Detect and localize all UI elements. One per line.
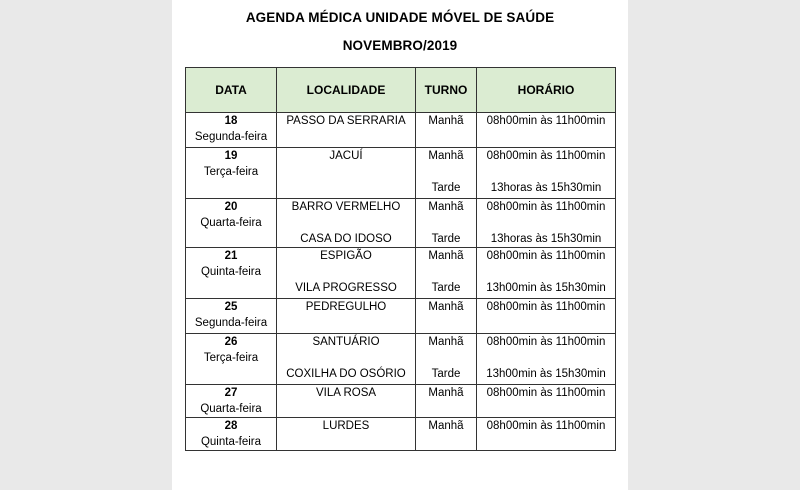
shift-cell — [416, 385, 477, 418]
date-cell — [186, 334, 277, 385]
time-cell — [477, 385, 616, 418]
time-cell — [477, 334, 616, 385]
table-row — [186, 418, 616, 451]
date-cell — [186, 418, 277, 451]
shift-cell — [416, 113, 477, 148]
day-number: 26 — [224, 336, 238, 348]
day-number: 28 — [224, 420, 238, 432]
shift-label: Manhã — [428, 336, 464, 348]
shift-label: Manhã — [428, 150, 464, 162]
header-date: DATA — [186, 68, 277, 113]
time-range: 08h00min às 11h00min — [486, 250, 606, 262]
time-range: 08h00min às 11h00min — [486, 201, 606, 213]
shift-label: Manhã — [428, 250, 464, 262]
document-subtitle: NOVEMBRO/2019 — [342, 38, 458, 53]
time-range: 13h00min às 15h30min — [486, 368, 606, 380]
date-cell — [186, 113, 277, 148]
header-location: LOCALIDADE — [277, 68, 416, 113]
date-cell — [186, 299, 277, 334]
shift-cell — [416, 334, 477, 385]
location-cell — [277, 248, 416, 299]
location-name: JACUÍ — [329, 150, 363, 162]
location-cell — [277, 334, 416, 385]
shift-label: Tarde — [431, 282, 461, 294]
header-time: HORÁRIO — [477, 68, 616, 113]
header-shift: TURNO — [416, 68, 477, 113]
time-range: 08h00min às 11h00min — [486, 336, 606, 348]
schedule-table — [185, 67, 616, 451]
time-range: 13horas às 15h30min — [490, 182, 602, 194]
day-number: 20 — [224, 201, 238, 213]
location-name: PASSO DA SERRARIA — [286, 115, 406, 127]
weekday: Quarta-feira — [200, 403, 262, 415]
time-cell — [477, 299, 616, 334]
date-cell — [186, 248, 277, 299]
document-title: AGENDA MÉDICA UNIDADE MÓVEL DE SAÚDE — [245, 10, 555, 25]
shift-label: Tarde — [431, 233, 461, 245]
time-cell — [477, 199, 616, 248]
shift-label: Manhã — [428, 115, 464, 127]
shift-label: Manhã — [428, 301, 464, 313]
shift-cell — [416, 418, 477, 451]
weekday: Quarta-feira — [200, 217, 262, 229]
time-range: 08h00min às 11h00min — [486, 301, 606, 313]
shift-cell — [416, 148, 477, 199]
shift-cell — [416, 248, 477, 299]
shift-cell — [416, 299, 477, 334]
location-cell — [277, 385, 416, 418]
time-range: 08h00min às 11h00min — [486, 115, 606, 127]
location-cell — [277, 113, 416, 148]
table-row — [186, 199, 616, 248]
time-range: 08h00min às 11h00min — [486, 150, 606, 162]
date-cell — [186, 385, 277, 418]
weekday: Terça-feira — [203, 352, 259, 364]
weekday: Quinta-feira — [200, 266, 262, 278]
location-name: BARRO VERMELHO — [291, 201, 401, 213]
document-page — [172, 0, 628, 490]
day-number: 21 — [224, 250, 238, 262]
shift-label: Manhã — [428, 420, 464, 432]
weekday: Quinta-feira — [200, 436, 262, 448]
time-cell — [477, 113, 616, 148]
location-name: PEDREGULHO — [305, 301, 387, 313]
location-name: VILA PROGRESSO — [295, 282, 397, 294]
time-range: 08h00min às 11h00min — [486, 420, 606, 432]
date-cell — [186, 148, 277, 199]
table-row — [186, 299, 616, 334]
location-cell — [277, 299, 416, 334]
weekday: Segunda-feira — [194, 131, 268, 143]
day-number: 27 — [224, 387, 238, 399]
weekday: Terça-feira — [203, 166, 259, 178]
shift-label: Manhã — [428, 387, 464, 399]
table-header-row — [186, 68, 616, 113]
location-name: COXILHA DO OSÓRIO — [286, 368, 406, 380]
table-row — [186, 248, 616, 299]
location-name: LURDES — [322, 420, 370, 432]
time-range: 08h00min às 11h00min — [486, 387, 606, 399]
time-range: 13h00min às 15h30min — [486, 282, 606, 294]
weekday: Segunda-feira — [194, 317, 268, 329]
table-row — [186, 334, 616, 385]
date-cell — [186, 199, 277, 248]
location-name: SANTUÁRIO — [312, 336, 380, 348]
day-number: 19 — [224, 150, 238, 162]
location-name: VILA ROSA — [315, 387, 377, 399]
location-cell — [277, 418, 416, 451]
time-cell — [477, 148, 616, 199]
location-name: ESPIGÃO — [320, 250, 372, 262]
shift-label: Tarde — [431, 368, 461, 380]
table-row — [186, 148, 616, 199]
shift-label: Tarde — [431, 182, 461, 194]
table-row — [186, 113, 616, 148]
day-number: 25 — [224, 301, 238, 313]
location-cell — [277, 199, 416, 248]
time-cell — [477, 418, 616, 451]
time-range: 13horas às 15h30min — [490, 233, 602, 245]
day-number: 18 — [224, 115, 238, 127]
shift-label: Manhã — [428, 201, 464, 213]
location-name: CASA DO IDOSO — [300, 233, 392, 245]
location-cell — [277, 148, 416, 199]
shift-cell — [416, 199, 477, 248]
time-cell — [477, 248, 616, 299]
table-row — [186, 385, 616, 418]
